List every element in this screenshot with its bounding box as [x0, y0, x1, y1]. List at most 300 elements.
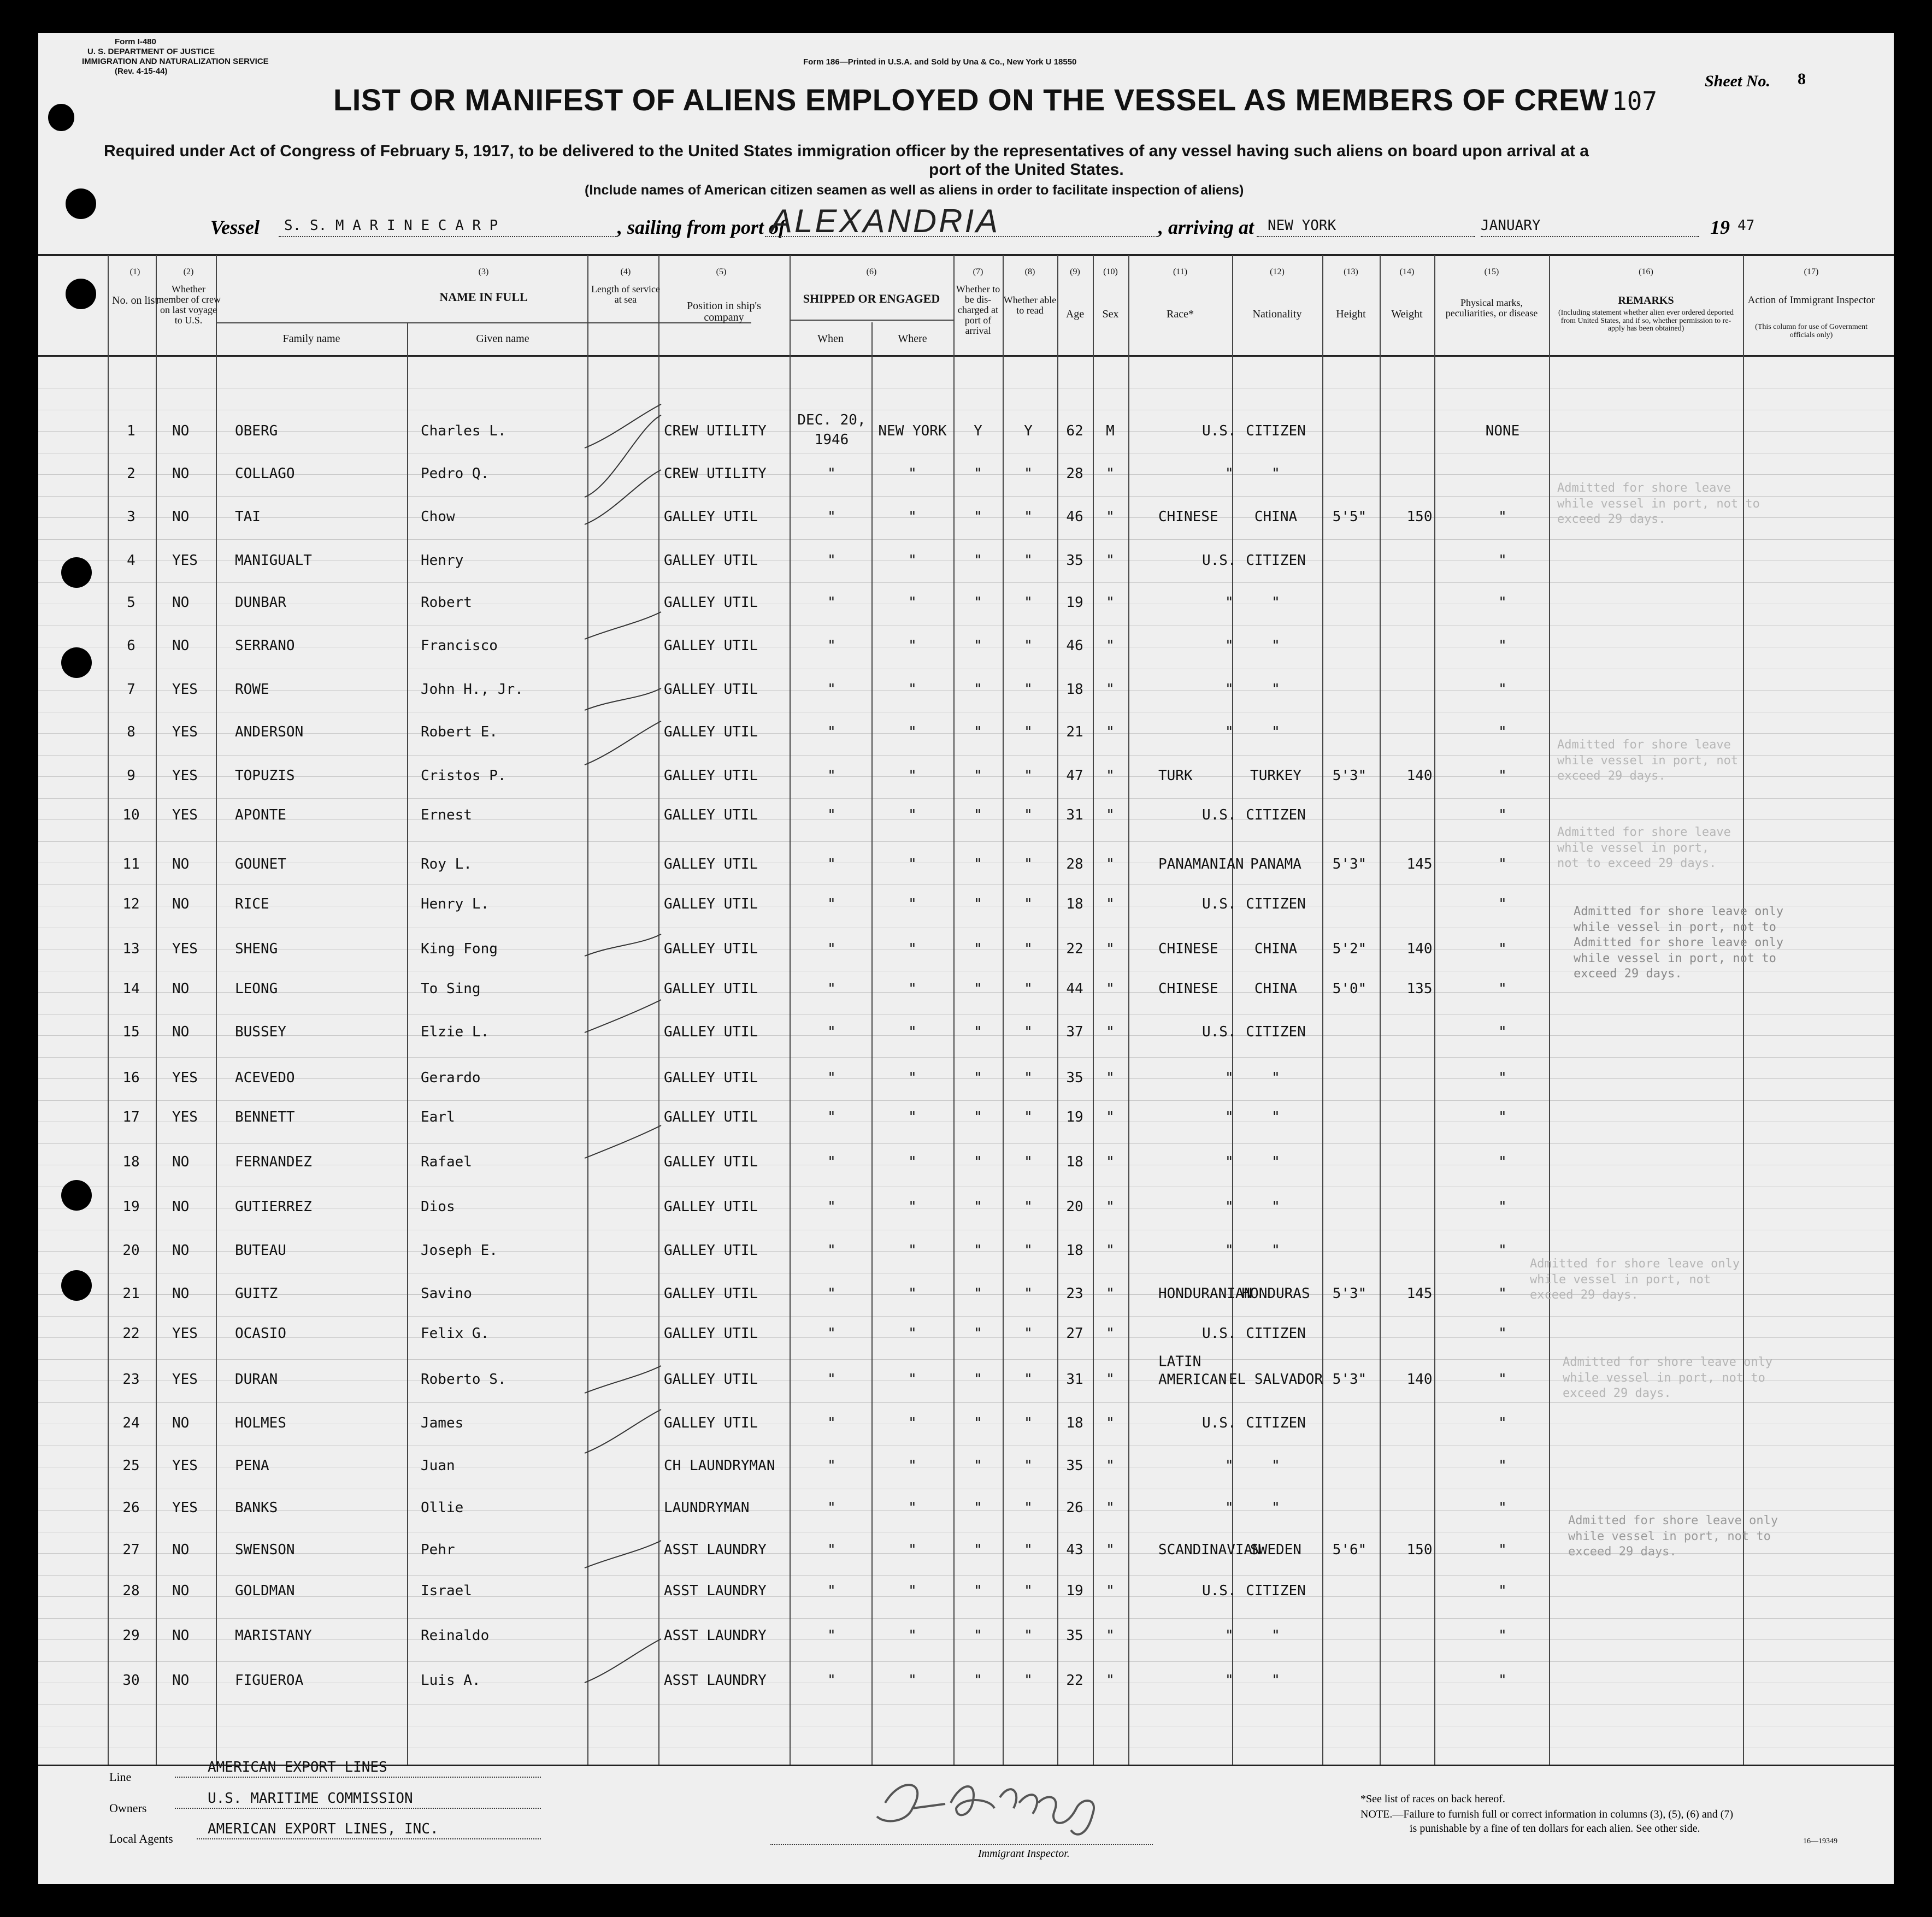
cell-read: "	[1024, 856, 1033, 872]
cell-where: "	[908, 509, 917, 525]
cell-where: "	[908, 896, 917, 912]
cell-read: "	[1024, 1542, 1033, 1558]
cell-given: Cristos P.	[421, 768, 506, 784]
cell-age: 35	[1066, 1627, 1083, 1644]
cell-race: U.S.	[1202, 422, 1236, 439]
punch-hole	[61, 647, 92, 678]
cell-nat: "	[1271, 1458, 1280, 1474]
departure-port: ALEXANDRIA	[770, 203, 1000, 239]
cell-race: U.S.	[1202, 1325, 1236, 1342]
cell-given: Pehr	[421, 1542, 455, 1558]
cell-given: King Fong	[421, 941, 498, 957]
cell-where: "	[908, 1583, 917, 1599]
cell-when: "	[827, 1371, 836, 1388]
remark-stamp: Admitted for shore leave only while vessel in port, not exceed 29 days.	[1530, 1257, 1740, 1302]
cell-position: GALLEY UTIL	[664, 1325, 758, 1342]
cell-prev: NO	[172, 465, 190, 482]
cell-position: GALLEY UTIL	[664, 896, 758, 912]
cell-sex: "	[1106, 638, 1115, 654]
cell-family: TOPUZIS	[235, 768, 295, 784]
cell-prev: YES	[172, 941, 198, 957]
cell-read: "	[1024, 1583, 1033, 1599]
cell-sex: "	[1106, 1199, 1115, 1215]
cell-family: ACEVEDO	[235, 1070, 295, 1086]
cell-age: 22	[1066, 1672, 1083, 1689]
cell-marks: "	[1498, 509, 1507, 525]
cell-given: Roy L.	[421, 856, 472, 872]
cell-family: OCASIO	[235, 1325, 286, 1342]
cell-when: "	[827, 807, 836, 823]
cell-marks: "	[1498, 724, 1507, 740]
cell-sex: "	[1106, 941, 1115, 957]
cell-given: Juan	[421, 1458, 455, 1474]
cell-marks: "	[1498, 1325, 1507, 1342]
cell-marks: "	[1498, 941, 1507, 957]
cell-age: 43	[1066, 1542, 1083, 1558]
cell-marks: "	[1498, 1583, 1507, 1599]
col14-number: (14)	[1399, 267, 1415, 276]
cell-given: Luis A.	[421, 1672, 481, 1689]
cell-dis: "	[974, 1109, 982, 1125]
col16-label: REMARKS	[1618, 294, 1674, 306]
cell-race: "	[1225, 1198, 1234, 1215]
cell-nat: CHINA	[1254, 941, 1298, 957]
cell-sex: "	[1106, 1285, 1115, 1302]
cell-sex: "	[1106, 681, 1115, 698]
cell-when-year: 1946	[814, 432, 849, 448]
cell-where: NEW YORK	[878, 423, 947, 439]
col17-number: (17)	[1804, 267, 1819, 276]
cell-race: SCANDINAVIAN	[1158, 1541, 1261, 1558]
cell-dis: "	[974, 1154, 982, 1170]
cell-race: HONDURANIAN	[1158, 1285, 1253, 1302]
cell-age: 18	[1066, 1242, 1083, 1259]
col9-label: Age	[1065, 308, 1085, 320]
cell-age: 22	[1066, 941, 1083, 957]
cell-dis: "	[974, 1371, 982, 1388]
cell-race: U.S.	[1202, 1023, 1236, 1040]
print-code: 16—19349	[1803, 1837, 1837, 1845]
cell-given: To Sing	[421, 981, 481, 997]
cell-age: 31	[1066, 807, 1083, 823]
cell-read: "	[1024, 1672, 1033, 1689]
cell-prev: YES	[172, 724, 198, 740]
cell-read: "	[1024, 594, 1033, 611]
cell-no: 12	[122, 896, 140, 912]
col12-number: (12)	[1270, 267, 1285, 276]
cell-family: BENNETT	[235, 1109, 295, 1125]
cell-no: 5	[127, 594, 136, 611]
cell-where: "	[908, 552, 917, 569]
cell-race: U.S.	[1202, 806, 1236, 823]
cell-family: DUNBAR	[235, 594, 286, 611]
cell-no: 17	[122, 1109, 140, 1125]
col6-where: Where	[898, 333, 927, 345]
cell-marks: "	[1498, 1199, 1507, 1215]
cell-when: "	[827, 1415, 836, 1431]
cell-given: Rafael	[421, 1154, 472, 1170]
cell-read: "	[1024, 465, 1033, 482]
cell-given: Pedro Q.	[421, 465, 490, 482]
cell-nat: CITIZEN	[1246, 807, 1306, 823]
cell-prev: YES	[172, 1458, 198, 1474]
cell-marks: "	[1498, 1242, 1507, 1259]
cell-position: CH LAUNDRYMAN	[664, 1458, 775, 1474]
cell-where: "	[908, 1285, 917, 1302]
cell-given: Gerardo	[421, 1070, 481, 1086]
cell-race: U.S.	[1202, 552, 1236, 569]
cell-no: 23	[122, 1371, 140, 1388]
cell-when: "	[827, 1458, 836, 1474]
cell-read: "	[1024, 1109, 1033, 1125]
cell-sex: "	[1106, 1583, 1115, 1599]
column-rule	[1057, 255, 1058, 1765]
cell-no: 4	[127, 552, 136, 569]
cell-nat: "	[1271, 1242, 1280, 1259]
cell-when: "	[827, 1199, 836, 1215]
cell-read: "	[1024, 1325, 1033, 1342]
cell-marks: "	[1498, 807, 1507, 823]
department: U. S. DEPARTMENT OF JUSTICE	[87, 47, 215, 56]
cell-when: "	[827, 1242, 836, 1259]
printer-line: Form 186—Printed in U.S.A. and Sold by Una & Co., New York U 18550	[803, 57, 1077, 67]
cell-age: 35	[1066, 1458, 1083, 1474]
cell-race: "	[1225, 723, 1234, 740]
column-rule	[953, 255, 955, 1765]
cell-position: GALLEY UTIL	[664, 1415, 758, 1431]
cell-when: "	[827, 941, 836, 957]
cell-position: ASST LAUNDRY	[664, 1542, 767, 1558]
cell-read: "	[1024, 981, 1033, 997]
cell-position: GALLEY UTIL	[664, 638, 758, 654]
cell-read: Y	[1024, 423, 1033, 439]
cell-no: 19	[122, 1199, 140, 1215]
sheet-no-label: Sheet No.	[1705, 72, 1770, 90]
cell-marks: "	[1498, 638, 1507, 654]
col9-number: (9)	[1070, 267, 1080, 276]
cell-marks: "	[1498, 1024, 1507, 1040]
cell-no: 8	[127, 724, 136, 740]
column-rule	[790, 255, 791, 1765]
col3-label: NAME IN FULL	[439, 290, 528, 304]
cell-read: "	[1024, 768, 1033, 784]
cell-no: 1	[127, 423, 136, 439]
cell-where: "	[908, 1109, 917, 1125]
cell-read: "	[1024, 552, 1033, 569]
cell-age: 18	[1066, 1415, 1083, 1431]
cell-given: Savino	[421, 1285, 472, 1302]
cell-no: 18	[122, 1154, 140, 1170]
cell-age: 62	[1066, 423, 1083, 439]
cell-prev: NO	[172, 1242, 190, 1259]
cell-read: "	[1024, 1500, 1033, 1516]
cell-where: "	[908, 465, 917, 482]
arrival-port: NEW YORK	[1268, 217, 1336, 234]
cell-nat: CITIZEN	[1246, 1024, 1306, 1040]
cell-position: GALLEY UTIL	[664, 1242, 758, 1259]
cell-family: COLLAGO	[235, 465, 295, 482]
cell-when: "	[827, 638, 836, 654]
cell-when: "	[827, 465, 836, 482]
cell-position: GALLEY UTIL	[664, 768, 758, 784]
cell-when: "	[827, 981, 836, 997]
cell-prev: YES	[172, 1371, 198, 1388]
cell-prev: NO	[172, 1542, 190, 1558]
cell-given: Israel	[421, 1583, 472, 1599]
col16-sub: (Including statement whether alien ever ordered deported from United States, and if so, whether permission to re-apply has been obtained)	[1558, 309, 1734, 333]
cell-no: 14	[122, 981, 140, 997]
cell-age: 37	[1066, 1024, 1083, 1040]
cell-no: 3	[127, 509, 136, 525]
cell-family: MANIGUALT	[235, 552, 312, 569]
cell-marks: "	[1498, 1627, 1507, 1644]
subtitle-act: Required under Act of Congress of February 5, 1917, to be delivered to the United States immigration officer by the representatives of any vessel having such aliens on board upon arrival at a	[104, 142, 1589, 160]
cell-race: "	[1225, 465, 1234, 482]
cell-dis: "	[974, 1672, 982, 1689]
col6-when: When	[817, 333, 844, 345]
cell-dis: "	[974, 552, 982, 569]
cell-when: "	[827, 1672, 836, 1689]
cell-age: 19	[1066, 594, 1083, 611]
cell-position: GALLEY UTIL	[664, 509, 758, 525]
cell-prev: NO	[172, 594, 190, 611]
vessel-name: S. S. M A R I N E C A R P	[284, 217, 498, 234]
column-rule	[1093, 255, 1094, 1765]
vessel-label: Vessel	[210, 216, 260, 238]
cell-where: "	[908, 1627, 917, 1644]
cell-dis: "	[974, 1242, 982, 1259]
cell-position: GALLEY UTIL	[664, 1109, 758, 1125]
cell-given: Elzie L.	[421, 1024, 490, 1040]
cell-sex: "	[1106, 1325, 1115, 1342]
agents-value: AMERICAN EXPORT LINES, INC.	[208, 1821, 439, 1837]
cell-age: 18	[1066, 1154, 1083, 1170]
cell-family: HOLMES	[235, 1415, 286, 1431]
column-rule	[108, 255, 109, 1765]
punch-hole	[66, 279, 96, 309]
cell-prev: YES	[172, 552, 198, 569]
cell-sex: "	[1106, 1627, 1115, 1644]
cell-dis: "	[974, 724, 982, 740]
cell-dis: Y	[974, 423, 982, 439]
cell-no: 16	[122, 1070, 140, 1086]
cell-marks: "	[1498, 896, 1507, 912]
cell-read: "	[1024, 1627, 1033, 1644]
remark-stamp: Admitted for shore leave only while vessel in port, not to Admitted for shore leave only while vessel in port, not to exceed 29 days.	[1574, 905, 1784, 981]
subtitle-include: (Include names of American citizen seamen as well as aliens in order to facilitate inspection of aliens)	[585, 182, 1244, 198]
cell-prev: NO	[172, 1154, 190, 1170]
cell-position: GALLEY UTIL	[664, 856, 758, 872]
cell-nat: "	[1271, 1154, 1280, 1170]
cell-read: "	[1024, 1285, 1033, 1302]
col13-number: (13)	[1344, 267, 1358, 276]
cell-when: "	[827, 552, 836, 569]
races-note: *See list of races on back hereof.	[1360, 1793, 1505, 1805]
column-rule	[1549, 255, 1550, 1765]
cell-family: GOUNET	[235, 856, 286, 872]
cell-prev: YES	[172, 768, 198, 784]
cell-where: "	[908, 1199, 917, 1215]
fine-note-2: is punishable by a fine of ten dollars for each alien. See other side.	[1410, 1822, 1700, 1835]
cell-nat: CITIZEN	[1246, 552, 1306, 569]
year-prefix: 19	[1710, 216, 1730, 238]
column-rule	[1322, 255, 1323, 1765]
col6-label: SHIPPED OR ENGAGED	[803, 292, 940, 305]
cell-given: Reinaldo	[421, 1627, 490, 1644]
cell-dis: "	[974, 1627, 982, 1644]
cell-weight: 145	[1406, 856, 1433, 872]
cell-when: "	[827, 856, 836, 872]
remark-stamp: Admitted for shore leave while vessel in port, not exceed 29 days.	[1557, 738, 1739, 783]
cell-nat: "	[1271, 465, 1280, 482]
cell-prev: YES	[172, 1325, 198, 1342]
cell-where: "	[908, 1415, 917, 1431]
cell-sex: "	[1106, 1672, 1115, 1689]
cell-position: ASST LAUNDRY	[664, 1583, 767, 1599]
cell-prev: YES	[172, 807, 198, 823]
cell-dis: "	[974, 681, 982, 698]
column-rule	[216, 255, 217, 1765]
fine-note-1: NOTE.—Failure to furnish full or correct information in columns (3), (5), (6) and (7)	[1360, 1808, 1734, 1820]
cell-no: 7	[127, 681, 136, 698]
cell-nat: "	[1271, 1109, 1280, 1125]
cell-prev: YES	[172, 681, 198, 698]
cell-when: "	[827, 509, 836, 525]
cell-sex: "	[1106, 552, 1115, 569]
cell-where: "	[908, 1542, 917, 1558]
remark-stamp: Admitted for shore leave only while vessel in port, not to exceed 29 days.	[1568, 1514, 1778, 1559]
cell-nat: CHINA	[1254, 981, 1298, 997]
cell-dis: "	[974, 1542, 982, 1558]
cell-when: "	[827, 681, 836, 698]
cell-marks: "	[1498, 1285, 1507, 1302]
cell-when: "	[827, 768, 836, 784]
cell-height: 5'3"	[1332, 768, 1367, 784]
cell-given: Ernest	[421, 807, 472, 823]
cell-prev: NO	[172, 1415, 190, 1431]
cell-age: 19	[1066, 1109, 1083, 1125]
cell-read: "	[1024, 941, 1033, 957]
cell-no: 9	[127, 768, 136, 784]
cell-sex: "	[1106, 594, 1115, 611]
cell-no: 26	[122, 1500, 140, 1516]
col10-label: Sex	[1102, 308, 1119, 320]
cell-position: GALLEY UTIL	[664, 1154, 758, 1170]
cell-prev: NO	[172, 638, 190, 654]
cell-weight: 135	[1406, 981, 1433, 997]
cell-dis: "	[974, 1458, 982, 1474]
col17-sub: (This column for use of Government officials only)	[1755, 323, 1868, 339]
cell-sex: "	[1106, 768, 1115, 784]
cell-sex: "	[1106, 1371, 1115, 1388]
cell-dis: "	[974, 1285, 982, 1302]
cell-height: 5'3"	[1332, 856, 1367, 872]
punch-hole	[61, 557, 92, 588]
col3-number: (3)	[478, 267, 489, 276]
cell-age: 27	[1066, 1325, 1083, 1342]
col4-number: (4)	[620, 267, 631, 276]
cell-when: "	[827, 1070, 836, 1086]
remark-stamp: Admitted for shore leave while vessel in port, not to exceed 29 days.	[1557, 825, 1731, 871]
col7-label: Whether to be dis-charged at port of arrival	[956, 284, 1000, 336]
punch-hole	[48, 104, 74, 131]
cell-read: "	[1024, 807, 1033, 823]
cell-family: RICE	[235, 896, 269, 912]
cell-sex: "	[1106, 1415, 1115, 1431]
cell-no: 6	[127, 638, 136, 654]
cell-when: "	[827, 1325, 836, 1342]
cell-age: 46	[1066, 638, 1083, 654]
form-number: Form I-480	[115, 37, 156, 46]
cell-read: "	[1024, 1371, 1033, 1388]
cell-race: "	[1225, 1672, 1234, 1689]
cell-dis: "	[974, 1583, 982, 1599]
owners-value: U.S. MARITIME COMMISSION	[208, 1790, 413, 1807]
cell-position: ASST LAUNDRY	[664, 1627, 767, 1644]
cell-race: U.S.	[1202, 1582, 1236, 1599]
cell-given: Roberto S.	[421, 1371, 506, 1388]
cell-family: DURAN	[235, 1371, 278, 1388]
cell-when: "	[827, 1542, 836, 1558]
line-value: AMERICAN EXPORT LINES	[208, 1759, 387, 1776]
cell-given: Chow	[421, 509, 455, 525]
cell-dis: "	[974, 465, 982, 482]
cell-sex: "	[1106, 1154, 1115, 1170]
cell-marks: "	[1498, 1070, 1507, 1086]
cell-height: 5'0"	[1332, 981, 1367, 997]
cell-nat: SWEDEN	[1250, 1542, 1301, 1558]
cell-race: "	[1225, 681, 1234, 698]
cell-position: GALLEY UTIL	[664, 1199, 758, 1215]
cell-prev: NO	[172, 856, 190, 872]
cell-no: 20	[122, 1242, 140, 1259]
cell-family: OBERG	[235, 423, 278, 439]
cell-position: GALLEY UTIL	[664, 594, 758, 611]
cell-no: 24	[122, 1415, 140, 1431]
cell-age: 23	[1066, 1285, 1083, 1302]
cell-dis: "	[974, 594, 982, 611]
cell-dis: "	[974, 1325, 982, 1342]
cell-where: "	[908, 768, 917, 784]
cell-nat: "	[1271, 1627, 1280, 1644]
col3-given: Given name	[476, 333, 529, 345]
cell-given: Henry L.	[421, 896, 490, 912]
col7-number: (7)	[973, 267, 983, 276]
manifest-sheet	[38, 33, 1894, 1884]
col5-number: (5)	[716, 267, 727, 276]
cell-sex: "	[1106, 981, 1115, 997]
cell-age: 18	[1066, 896, 1083, 912]
cell-when: "	[827, 1583, 836, 1599]
cell-where: "	[908, 1458, 917, 1474]
cell-where: "	[908, 1371, 917, 1388]
cell-read: "	[1024, 724, 1033, 740]
inspector-label: Immigrant Inspector.	[978, 1848, 1070, 1860]
cell-nat: "	[1271, 1070, 1280, 1086]
cell-family: APONTE	[235, 807, 286, 823]
cell-prev: YES	[172, 1109, 198, 1125]
cell-age: 35	[1066, 552, 1083, 569]
cell-read: "	[1024, 896, 1033, 912]
cell-position: GALLEY UTIL	[664, 1070, 758, 1086]
col2-number: (2)	[183, 267, 194, 276]
cell-weight: 150	[1406, 1542, 1433, 1558]
col5-label: Position in ship's company	[687, 300, 761, 323]
cell-race: "	[1225, 594, 1234, 611]
col13-label: Height	[1336, 308, 1366, 320]
cell-family: MARISTANY	[235, 1627, 312, 1644]
cell-age: 46	[1066, 509, 1083, 525]
